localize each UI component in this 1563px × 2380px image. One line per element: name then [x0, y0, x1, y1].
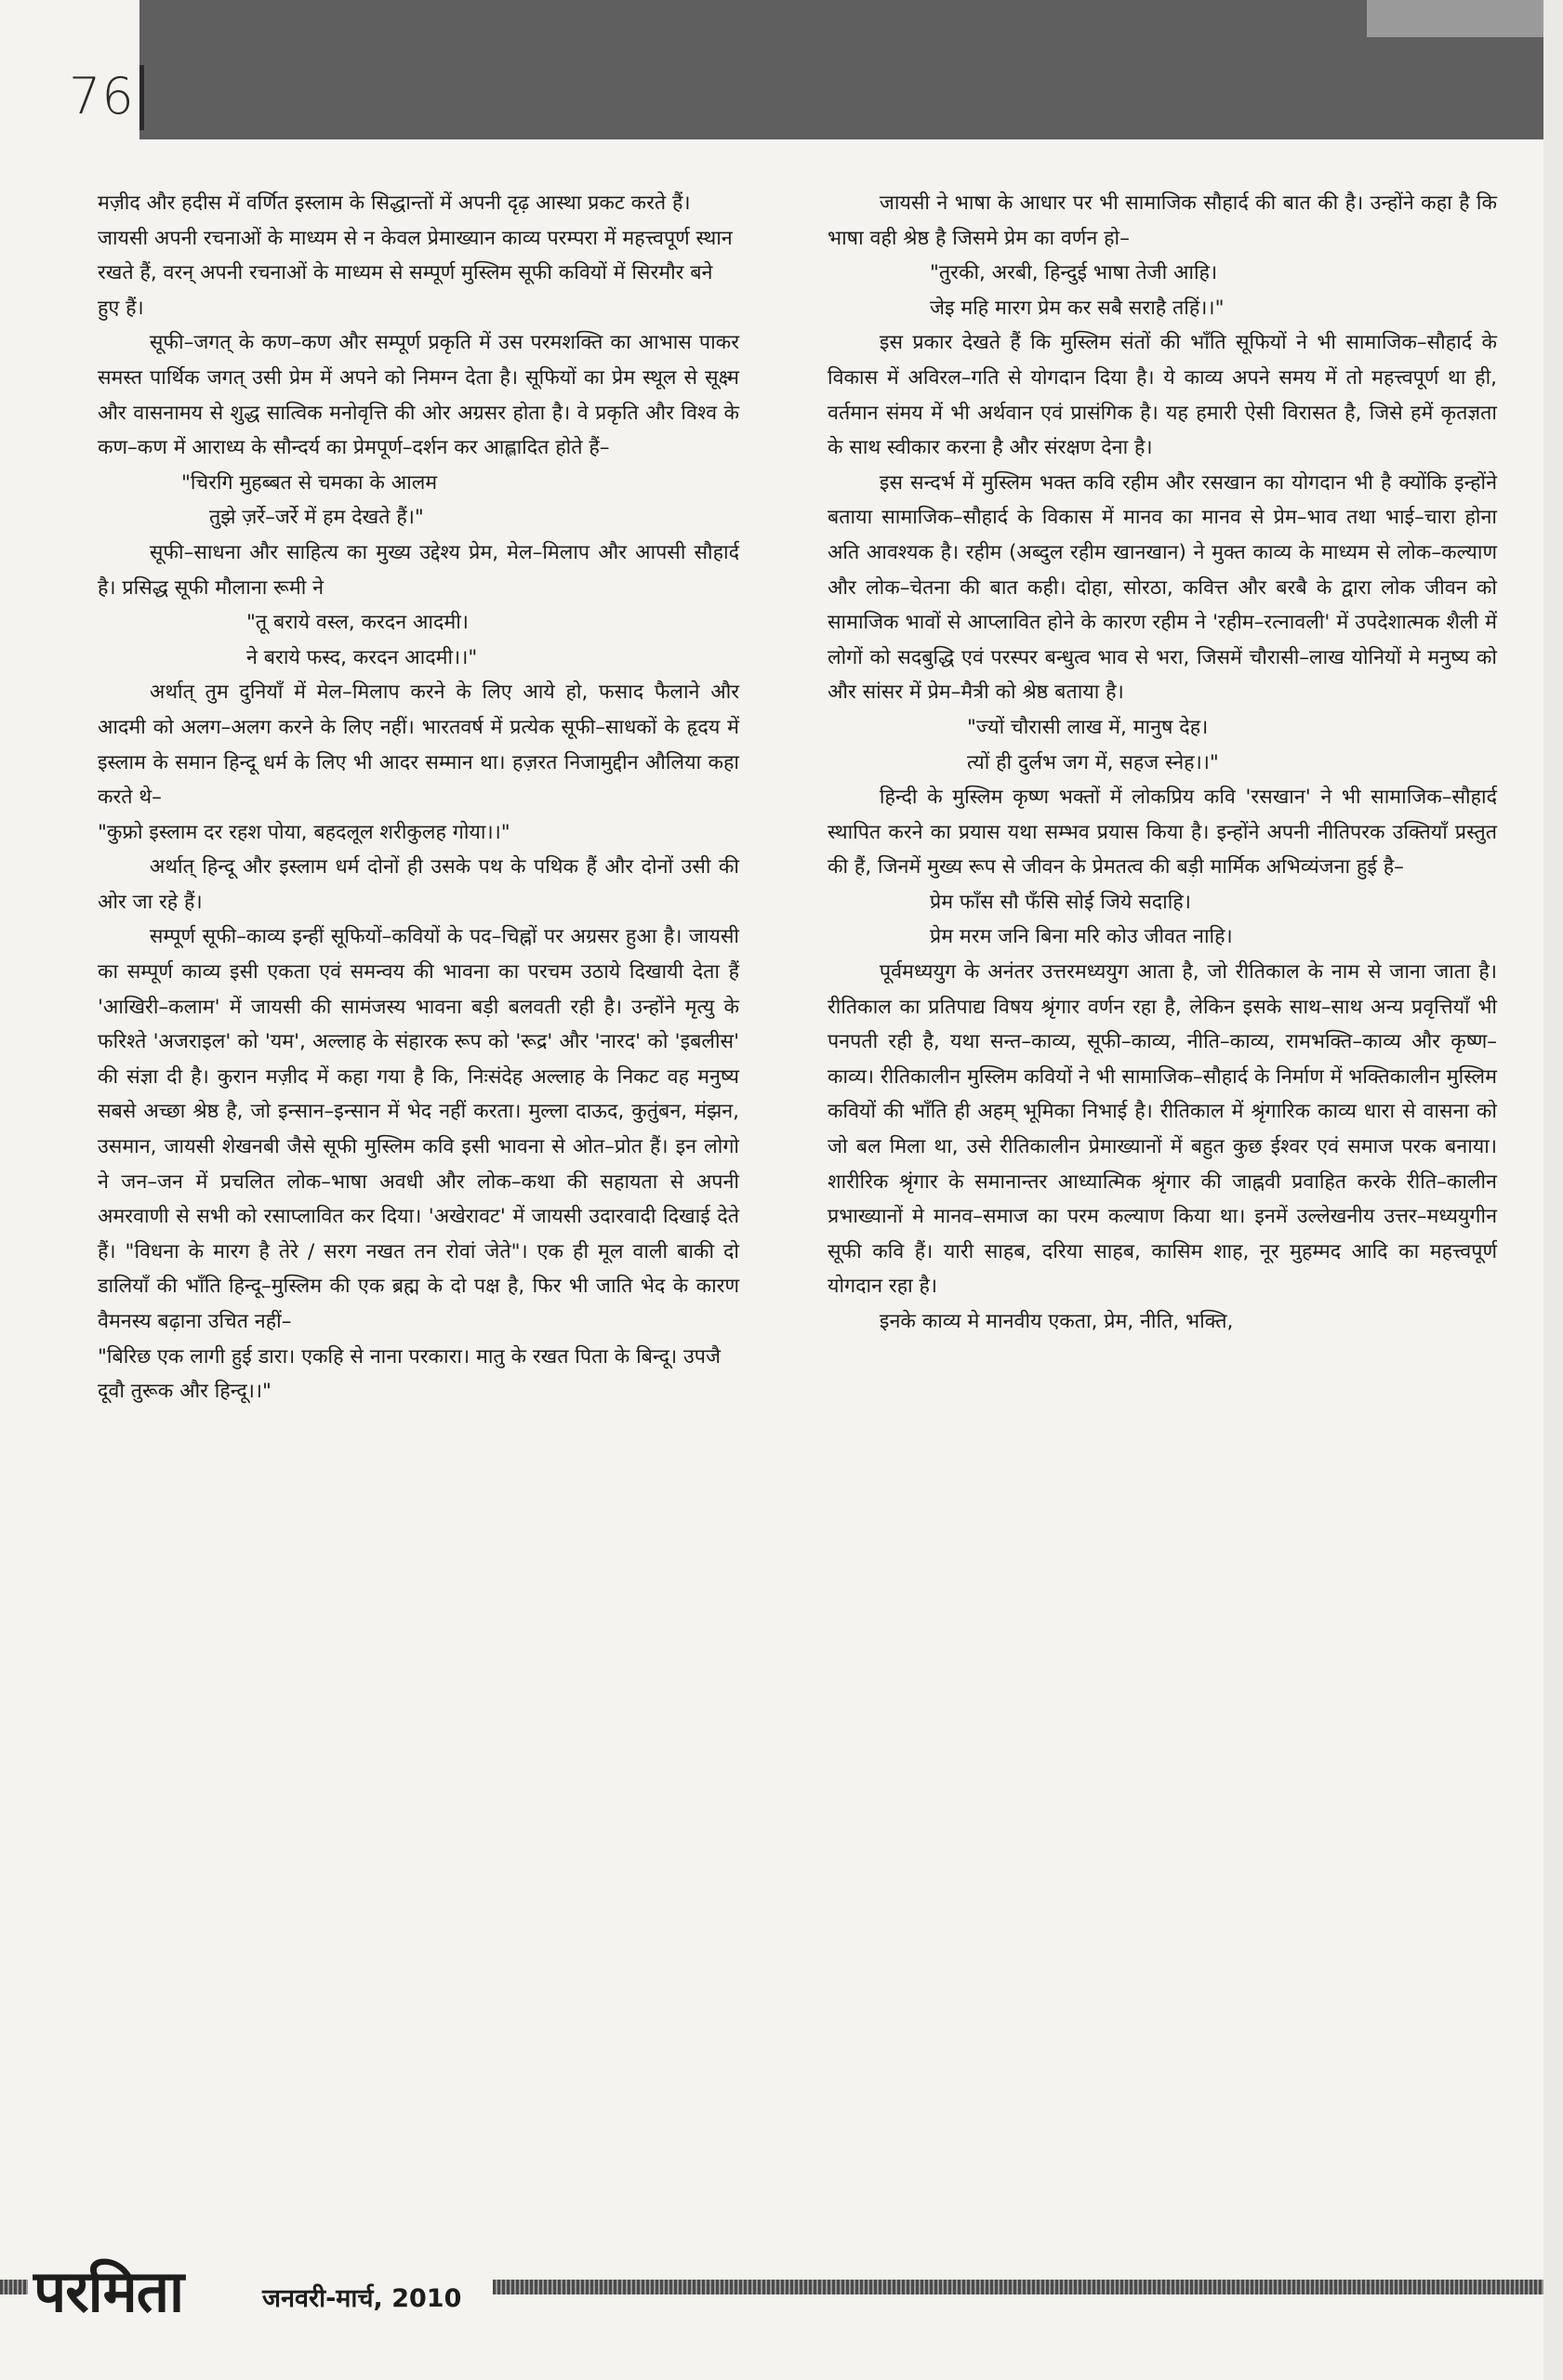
magazine-masthead: परमिता	[33, 2257, 184, 2325]
verse-line: जेइ महि मारग प्रेम कर सबै सराहै तहिं।।"	[930, 296, 1225, 320]
paragraph: सूफी–जगत् के कण–कण और सम्पूर्ण प्रकृति में उस परमशक्ति का आभास पाकर समस्त पार्थिक जगत् उसी प्रेम में अपने को निमग्न देता है। सूफियों का प्रेम स्थूल से सूक्ष्म और वासनामय से शुद्ध सात्विक मनोवृत्ति की ओर अग्रसर होता है। वे प्रकृति और विश्व के कण–कण में आराध्य के सौन्दर्य का प्रेमपूर्ण–दर्शन कर आह्लादित होते हैं–	[98, 331, 739, 460]
verse-line: ने बराये फस्द, करदन आदमी।।"	[246, 645, 478, 669]
paragraph: इनके काव्य मे मानवीय एकता, प्रेम, नीति, भक्ति,	[879, 1310, 1234, 1333]
paragraph: पूर्वमध्ययुग के अनंतर उत्तरमध्ययुग आता है, जो रीतिकाल के नाम से जाना जाता है। रीतिकाल का प्रतिपाद्य विषय श्रृंगार वर्णन रहा है, लेकिन इसके साथ–साथ अन्य प्रवृत्तियाँ भी पनपती रही है, यथा सन्त–काव्य, सूफी–काव्य, नीति–काव्य, रामभक्ति–काव्य और कृष्ण–काव्य। रीतिकालीन मुस्लिम कवियों ने भी सामाजिक–सौहार्द के निर्माण में भक्तिकालीन मुस्लिम कवियों की भाँति ही अहम् भूमिका निभाई है। रीतिकाल में श्रृंगारिक काव्य धारा से वासना को जो बल मिला था, उसे रीतिकालीन प्रेमाख्यानों में बहुत कुछ ईश्वर एवं समाज परक बनाया। शारीरिक श्रृंगार के समानान्तर आध्यात्मिक श्रृंगार की जाह्नवी प्रवाहित करके रीति–कालीन प्रभाख्यानों मे मानव–समाज का परम कल्याण किया था। इनमें उल्लेखनीय उत्तर–मध्ययुगीन सूफी कवि हैं। यारी साहब, दरिया साहब, कासिम शाह, नूर मुहम्मद आदि का महत्त्वपूर्ण योगदान रहा है।	[828, 960, 1497, 1299]
paragraph: "कुफ्रो इस्लाम दर रहश पोया, बहदलूल शरीकुलह गोया।।"	[98, 820, 510, 844]
verse-line: "तुरकी, अरबी, हिन्दुई भाषा तेजी आहि।	[930, 261, 1218, 285]
paragraph: इस प्रकार देखते हैं कि मुस्लिम संतों की भाँति सूफियों ने भी सामाजिक–सौहार्द के विकास में अविरल–गति से योगदान दिया है। ये काव्य अपने समय में तो महत्त्वपूर्ण था ही, वर्तमान संमय में भी अर्थवान एवं प्रासंगिक है। यह हमारी ऐसी विरासत है, जिसे हमें कृतज्ञता के साथ स्वीकार करना है और संरक्षण देना है।	[828, 331, 1497, 460]
left-column	[98, 186, 739, 1409]
verse-line: प्रेम फाँस सौ फँसि सोई जिये सदाहि।	[930, 890, 1191, 914]
paragraph: सम्पूर्ण सूफी–काव्य इन्हीं सूफियों–कवियों के पद–चिह्नों पर अग्रसर हुआ है। जायसी का सम्पूर्ण काव्य इसी एकता एवं समन्वय की भावना का परचम उठाये दिखायी देता हैं 'आखिरी–कलाम' में जायसी की सामंजस्य भावना बड़ी बलवती रही है। उन्होंने मृत्यु के फरिश्ते 'अजराइल' को 'यम', अल्लाह के संहारक रूप को 'रूद्र' और 'नारद' को 'इबलीस' की संज्ञा दी है। कुरान मज़ीद में कहा गया है कि, निःसंदेह अल्लाह के निकट वह मनुष्य सबसे अच्छा श्रेष्ठ है, जो इन्सान–इन्सान में भेद नहीं करता। मुल्ला दाऊद, कुतुंबन, मंझन, उसमान, जायसी शेखनबी जैसे सूफी मुस्लिम कवि इसी भावना से ओत–प्रोत हैं। इन लोगो ने जन–जन में प्रचलित लोक–भाषा अवधी और लोक–कथा की सहायता से अपनी अमरवाणी से सभी को रसाप्लावित कर दिया। 'अखेरावट' में जायसी उदारवादी दिखाई देते हैं। "विधना के मारग है तेरे / सरग नखत तन रोवां जेते"। एक ही मूल वाली बाकी दो डालियाँ की भाँति हिन्दू–मुस्लिम की एक ब्रह्म के दो पक्ष है, फिर भी जाति भेद के कारण वैमनस्य बढ़ाना उचित नहीं–	[98, 925, 739, 1333]
header-band-corner	[1367, 0, 1563, 37]
verse-line: त्यों ही दुर्लभ जग में, सहज स्नेह।।"	[967, 750, 1219, 774]
verse-line: "तू बराये वस्ल, करदन आदमी।	[246, 611, 469, 635]
page-number: 76	[69, 67, 135, 126]
verse-line: "ज्यों चौरासी लाख में, मानुष देह।	[967, 715, 1209, 739]
page-number-rule	[139, 65, 144, 130]
paragraph: मज़ीद और हदीस में वर्णित इस्लाम के सिद्धान्तों में अपनी दृढ़ आस्था प्रकट करते हैं। जायसी अपनी रचनाओं के माध्यम से न केवल प्रेमाख्यान काव्य परम्परा में महत्त्वपूर्ण स्थान रखते हैं, वरन् अपनी रचनाओं के माध्यम से सम्पूर्ण मुस्लिम सूफी कवियों में सिरमौर बने हुए हैं।	[98, 192, 733, 320]
issue-date: जनवरी-मार्च, 2010	[262, 2284, 462, 2313]
paragraph: इस सन्दर्भ में मुस्लिम भक्त कवि रहीम और रसखान का योगदान भी है क्योंकि इन्होंने बताया सामाजिक–सौहार्द के विकास में मानव का मानव से प्रेम–भाव तथा भाई–चारा होना अति आवश्यक है। रहीम (अब्दुल रहीम खानखान) ने मुक्त काव्य के माध्यम से लोक–कल्याण और लोक–चेतना की बात कही। दोहा, सोरठा, कवित्त और बरबै के द्वारा लोक जीवन को सामाजिक भावों से आप्लावित होने के कारण रहीम ने 'रहीम–रत्नावली' में उपदेशात्मक शैली में लोगों को सदबुद्धि एवं परस्पर बन्धुत्व भाव से भरा, जिसमें चौरासी–लाख योनियों मे मनुष्य को और सांसर में प्रेम–मैत्री को श्रेष्ठ बताया है।	[828, 470, 1497, 705]
verse-line: प्रेम मरम जनि बिना मरि कोउ जीवत नाहि।	[930, 925, 1233, 949]
verse-line: "चिरगि मुहब्बत से चमका के आलम	[181, 470, 438, 495]
header-band	[139, 0, 1563, 139]
verse-line: तुझे ज़र्रे–जर्रे में हम देखते हैं।"	[209, 506, 424, 530]
paragraph: अर्थात् तुम दुनियाँ में मेल–मिलाप करने के लिए आये हो, फसाद फैलाने और आदमी को अलग–अलग करने के लिए नहीं। भारतवर्ष में प्रत्येक सूफी–साधकों के हृदय में इस्लाम के समान हिन्दू धर्म के लिए भी आदर सम्मान था। हज़रत निजामुद्दीन औलिया कहा करते थे–	[98, 681, 739, 810]
paragraph: हिन्दी के मुस्लिम कृष्ण भक्तों में लोकप्रिय कवि 'रसखान' ने भी सामाजिक–सौहार्द स्थापित करने का प्रयास यथा सम्भव प्रयास किया है। इन्होंने अपनी नीतिपरक उक्तियाँ प्रस्तुत की हैं, जिनमें मुख्य रूप से जीवन के प्रेमतत्व की बड़ी मार्मिक अभिव्यंजना हुई है–	[828, 786, 1497, 879]
right-column	[828, 186, 1497, 1340]
paragraph: अर्थात् हिन्दू और इस्लाम धर्म दोनों ही उसके पथ के पथिक हैं और दोनों उसी की ओर जा रहे हैं।	[98, 855, 739, 914]
paragraph: सूफी–साधना और साहित्य का मुख्य उद्देश्य प्रेम, मेल–मिलाप और आपसी सौहार्द है। प्रसिद्ध सूफी मौलाना रूमी ने	[98, 540, 739, 600]
paragraph: "बिरिछ एक लागी हुई डारा। एकहि से नाना परकारा। मातु के रखत पिता के बिन्दू। उपजै दूवौ तुरूक और हिन्दू।।"	[98, 1344, 721, 1404]
page-edge	[1543, 0, 1563, 2380]
paragraph: जायसी ने भाषा के आधार पर भी सामाजिक सौहार्द की बात की है। उन्होंने कहा है कि भाषा वही श्रेष्ठ है जिसमे प्रेम का वर्णन हो–	[828, 192, 1497, 250]
